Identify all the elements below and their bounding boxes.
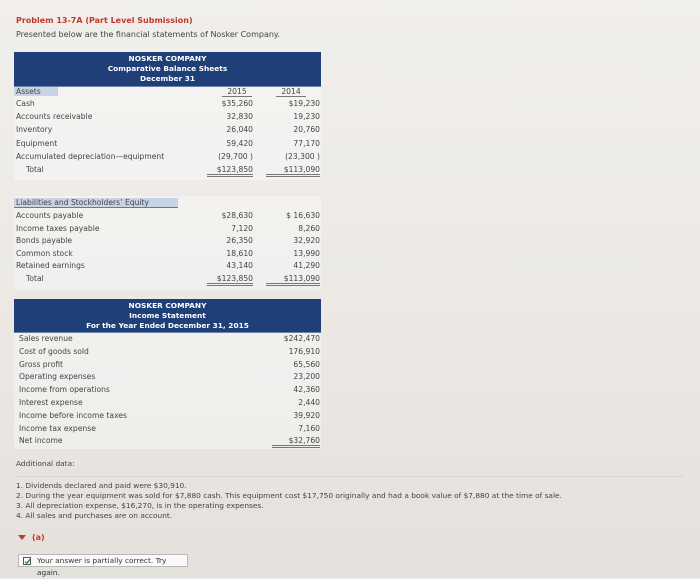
part-a-toggle[interactable] (18, 533, 45, 542)
value-2015: $28,630 (221, 211, 253, 220)
value-2014: 13,990 (293, 248, 320, 258)
bs-statement: Comparative Balance Sheets (107, 64, 228, 73)
value-2015: $123,850 (207, 274, 253, 286)
is-period: For the Year Ended December 31, 2015 (86, 321, 249, 330)
is-value: $32,760 (272, 436, 320, 448)
income-row (14, 360, 321, 370)
value-2014: 32,920 (293, 236, 320, 246)
is-value: 176,910 (288, 346, 320, 356)
is-value: 65,560 (293, 359, 320, 369)
row-label: Equipment (16, 138, 58, 148)
is-value: 23,200 (293, 372, 320, 382)
value-2014: 77,170 (293, 138, 320, 148)
value-2014: 20,760 (293, 125, 320, 135)
feedback-text: Your answer is partially correct. Try again. (37, 556, 167, 577)
asset-row (14, 99, 321, 109)
liab-heading: Liabilities and Stockholders’ Equity (14, 198, 178, 208)
value-2015: 32,830 (226, 112, 253, 122)
row-label: Income tax expense (19, 423, 96, 433)
is-value: 42,360 (293, 385, 320, 395)
asset-row (14, 125, 321, 135)
additional-item: 1. Dividends declared and paid were $30,910. (16, 481, 187, 490)
value-2014: 41,290 (293, 261, 320, 271)
row-label: Sales revenue (19, 334, 73, 343)
problem-subtitle: Presented below are the financial statements of Nosker Company. (16, 30, 281, 39)
part-a-label: (a) (32, 533, 45, 542)
liability-row (14, 211, 321, 221)
balance-sheet-header (14, 52, 321, 87)
assets-heading: Assets (14, 87, 58, 96)
row-label: Income from operations (19, 385, 110, 395)
row-label: Net income (19, 436, 63, 446)
asset-row (14, 139, 321, 149)
liability-row (14, 261, 321, 271)
income-statement-header (14, 299, 321, 333)
value-2015: 59,420 (226, 138, 253, 148)
value-2015: (29,700 ) (218, 151, 253, 161)
col-2014: 2014 (276, 87, 306, 97)
row-label: Accumulated depreciation—equipment (16, 151, 165, 161)
asset-row (14, 152, 321, 162)
income-row (14, 347, 321, 357)
value-2014: 19,230 (293, 112, 320, 122)
value-2015: 43,140 (226, 261, 253, 271)
value-2014: $19,230 (288, 99, 320, 108)
row-label: Accounts payable (16, 211, 84, 220)
value-2015: 7,120 (231, 223, 253, 233)
income-row (14, 436, 321, 446)
row-label: Income before income taxes (19, 410, 127, 420)
value-2014: (23,300 ) (285, 151, 320, 161)
row-label: Retained earnings (16, 261, 85, 271)
value-2014: $113,090 (266, 165, 320, 177)
value-2015: 18,610 (226, 248, 253, 258)
asset-row (14, 112, 321, 122)
problem-title: Problem 13-7A (Part Level Submission) (16, 16, 193, 25)
liabilities-total-row (14, 274, 321, 284)
income-row (14, 424, 321, 434)
check-icon (23, 557, 31, 565)
income-row (14, 334, 321, 344)
row-label: Accounts receivable (16, 112, 93, 122)
value-2014: $ 16,630 (286, 211, 320, 220)
liab-header-row (14, 198, 321, 208)
feedback-message (18, 554, 188, 577)
row-label: Bonds payable (16, 236, 73, 246)
row-label: Inventory (16, 125, 53, 135)
additional-item: 4. All sales and purchases are on account. (16, 511, 173, 520)
assets-header-row (14, 87, 321, 97)
liability-row (14, 236, 321, 246)
bs-company: NOSKER COMPANY (128, 54, 207, 63)
row-label: Interest expense (19, 398, 83, 407)
row-label: Cost of goods sold (19, 346, 89, 356)
value-2014: 8,260 (298, 223, 320, 233)
income-row (14, 385, 321, 395)
liability-row (14, 249, 321, 259)
row-label: Total (26, 165, 44, 174)
row-label: Common stock (16, 248, 73, 258)
row-label: Gross profit (19, 359, 63, 369)
is-value: 7,160 (298, 423, 320, 433)
additional-item: 3. All depreciation expense, $16,270, is in the operating expenses. (16, 501, 264, 510)
is-value: 39,920 (293, 410, 320, 420)
liability-row (14, 224, 321, 234)
is-statement: Income Statement (129, 311, 206, 320)
value-2015: $123,850 (207, 165, 253, 177)
value-2015: 26,040 (226, 125, 253, 135)
additional-item: 2. During the year equipment was sold for $7,880 cash. This equipment cost $17,750 originally and had a book value of $7,880 at the time of sale. (16, 491, 562, 500)
row-label: Income taxes payable (16, 223, 100, 233)
additional-heading: Additional data: (16, 459, 75, 468)
value-2015: $35,260 (221, 99, 253, 108)
assets-total-row (14, 165, 321, 175)
col-2015: 2015 (222, 87, 252, 97)
value-2015: 26,350 (226, 236, 253, 246)
is-value: $242,470 (283, 334, 320, 343)
is-value: 2,440 (298, 398, 320, 407)
row-label: Total (26, 274, 44, 283)
divider (16, 476, 684, 477)
income-row (14, 372, 321, 382)
is-company: NOSKER COMPANY (128, 301, 207, 310)
chevron-down-icon (18, 535, 26, 540)
bs-date: December 31 (139, 74, 196, 83)
income-row (14, 411, 321, 421)
row-label: Cash (16, 99, 35, 108)
income-row (14, 398, 321, 408)
value-2014: $113,090 (266, 274, 320, 286)
row-label: Operating expenses (19, 372, 96, 382)
